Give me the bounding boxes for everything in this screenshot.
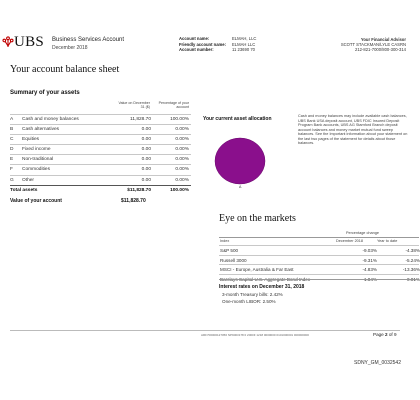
december-change: 1.84%: [363, 276, 377, 282]
row-percent: 0.00%: [175, 147, 189, 153]
table-row: [10, 144, 191, 154]
value-column-header: Value on December 31 ($): [118, 101, 150, 110]
index-name: S&P 500: [220, 248, 239, 253]
ytd-change: 0.01%: [406, 276, 420, 282]
statement-date: December 2018: [52, 45, 88, 51]
row-percent: 0.00%: [175, 167, 189, 173]
brand-logo-text: UBS: [14, 34, 45, 50]
account-value-label: Value of your account: [10, 198, 62, 204]
row-key: B: [10, 127, 14, 133]
account-number-value: 11 23690 70: [232, 47, 255, 53]
markets-header-divider: [219, 237, 419, 238]
account-number-label: Account number:: [179, 47, 214, 53]
row-key: D: [10, 147, 14, 153]
row-value: 0.00: [141, 127, 151, 133]
row-value: 11,828.70: [130, 117, 151, 122]
account-name-label: Account name:: [179, 36, 210, 41]
total-percent: 100.00%: [170, 187, 189, 193]
account-info-labels: [179, 36, 226, 53]
cash-balance-note: Cash and money balances may include available cash balances, UBS Bank USA deposit account, UBS FDIC Insured Deposit Program Bank accounts, UBS AG Stamford Branch deposit account balances and money market mutual fund sweep balances. See the Important information about your statement on the last two pages of the statement for details about those balances.: [298, 114, 408, 145]
row-key: F: [10, 167, 13, 173]
treasury-rate: 3-month Treasury bills: 2.42%: [222, 292, 283, 297]
december-change: -9.03%: [362, 248, 377, 253]
table-row: [10, 134, 191, 144]
row-name: Commodities: [22, 167, 50, 173]
account-type-title: Business Services Account: [52, 37, 125, 43]
index-column-header: Index: [220, 239, 230, 243]
ytd-change: -13.36%: [402, 267, 420, 272]
advisor-label: Your Financial Advisor: [360, 37, 406, 42]
page-of: of: [388, 332, 393, 337]
page-label: Page: [373, 332, 384, 337]
page-title: Your account balance sheet: [10, 64, 120, 75]
allocation-title: Your current asset allocation: [203, 116, 272, 122]
total-assets-row: [10, 185, 191, 195]
ytd-column-header: Year to date: [377, 239, 398, 243]
table-row: [10, 175, 191, 185]
page-number: [373, 332, 397, 337]
advisor-phone: 212-821-7000/800-300-314: [355, 47, 406, 53]
row-value: 0.00: [141, 167, 151, 173]
row-value: 0.00: [141, 137, 151, 143]
pie-slice-a: [215, 138, 265, 184]
row-value: 0.00: [141, 157, 151, 163]
table-row: [10, 154, 191, 164]
bates-number: SDNY_GM_0032542: [354, 360, 401, 366]
account-info-values: [232, 36, 256, 53]
table-row: [10, 114, 191, 124]
account-value-amount: $11,828.70: [121, 198, 146, 204]
friendly-name-label: Friendly account name:: [179, 41, 227, 47]
row-name: Equities: [22, 137, 40, 143]
index-name: MSCI - Europe, Australia & Far East: [220, 267, 294, 272]
pie-slice-label: A: [239, 185, 242, 189]
row-name: Cash alternatives: [22, 127, 60, 133]
account-name-value: ELMAH, LLC: [232, 36, 257, 41]
markets-title: Eye on the markets: [219, 213, 296, 224]
row-name: Non-traditional: [22, 157, 54, 163]
row-value: 0.00: [141, 177, 151, 183]
row-percent: 100.00%: [170, 117, 189, 122]
december-change: -9.31%: [362, 257, 377, 263]
row-key: A: [10, 117, 14, 122]
interest-rates-title: Interest rates on December 31, 2018: [219, 284, 305, 290]
summary-title: Summary of your assets: [10, 90, 80, 96]
index-name: Russell 3000: [220, 257, 247, 263]
markets-table: [219, 245, 419, 283]
percent-column-header: Percentage of your account: [158, 101, 189, 110]
december-change: -4.83%: [362, 267, 377, 272]
summary-table: [10, 114, 191, 195]
percentage-change-label: Percentage change: [346, 231, 379, 235]
row-name: Cash and money balances: [22, 117, 79, 122]
row-percent: 0.00%: [175, 127, 189, 133]
page-current: 2: [385, 332, 388, 337]
ubs-keys-logo-icon: [2, 36, 14, 48]
ytd-change: -5.24%: [405, 257, 420, 263]
row-name: Other: [22, 177, 34, 183]
footer-divider: [10, 330, 400, 331]
december-column-header: December 2018: [336, 239, 364, 243]
index-name: Barclays Capital U.S. Aggregate Bond Index: [220, 276, 311, 282]
total-value: $11,828.70: [127, 187, 151, 193]
row-percent: 0.00%: [175, 157, 189, 163]
table-row: [219, 245, 419, 255]
row-percent: 0.00%: [175, 137, 189, 143]
total-label: Total assets: [10, 187, 38, 193]
row-name: Fixed income: [22, 147, 51, 153]
financial-advisor-block: [341, 37, 406, 53]
table-row: [219, 255, 419, 265]
document-reference-code: ARF700000127056 NP9003178 0 2000F 1218 0000000 0101000001 000000000: [201, 333, 309, 337]
row-key: E: [10, 157, 14, 163]
row-key: G: [10, 177, 14, 183]
table-row: [219, 264, 419, 274]
row-percent: 0.00%: [175, 177, 189, 183]
row-key: C: [10, 137, 14, 143]
advisor-name: SCOTT STACKMAN/LYLE CASRN: [340, 42, 406, 48]
allocation-pie-chart: [205, 136, 275, 186]
page-total: 9: [393, 332, 397, 337]
row-value: 0.00: [141, 147, 151, 153]
table-row: [10, 164, 191, 174]
ytd-change: -4.38%: [405, 248, 420, 253]
table-row: [10, 124, 191, 134]
friendly-name-value: ELMAH LLC: [232, 41, 256, 47]
libor-rate: One-month LIBOR: 2.50%: [222, 299, 276, 304]
